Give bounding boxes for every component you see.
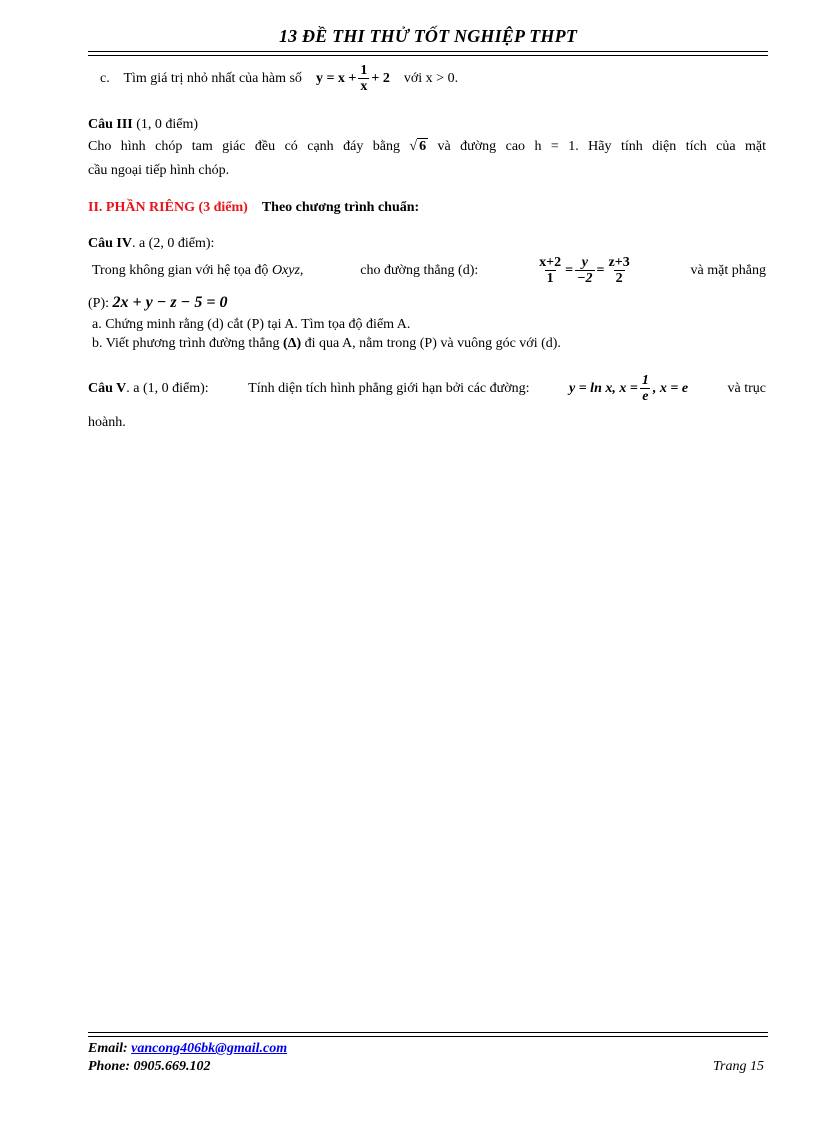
q5-formula	[569, 374, 688, 404]
q4-line1-a: Trong không gian với hệ tọa độ	[92, 263, 269, 278]
q3-line1-a: Cho hình chóp tam giác đều có cạnh đáy bằng	[88, 139, 400, 154]
q5-frac-den: e	[642, 389, 649, 404]
q4-item-b	[92, 336, 561, 352]
footer-rule-top	[88, 1032, 768, 1033]
q3-line1	[88, 139, 766, 155]
part2-title: II. PHẦN RIÊNG (3 điểm)	[88, 200, 248, 215]
footer-email-link[interactable]: vancong406bk@gmail.com	[131, 1041, 288, 1056]
q4-title: Câu IV	[88, 236, 132, 251]
header-title: 13 ĐỀ THI THỬ TỐT NGHIỆP THPT	[278, 26, 578, 46]
footer-page-number: Trang 15	[713, 1059, 764, 1074]
q4-f2-num: y	[581, 255, 588, 270]
q4-line1	[92, 256, 766, 286]
q5-points: . a (1, 0 điểm):	[126, 381, 209, 396]
q5-line1	[88, 374, 766, 404]
q2c-formula-tail: + 2	[371, 71, 390, 87]
q4-item-b-1: b. Viết phương trình đường thẳng	[92, 336, 280, 351]
q5-heading	[88, 381, 209, 397]
q2c-text: Tìm giá trị nhỏ nhất của hàm số	[123, 71, 302, 87]
q2c-frac-num: 1	[360, 63, 368, 78]
footer-email-line	[88, 1041, 287, 1057]
q2c-line	[100, 64, 458, 94]
q5-frac-num: 1	[641, 373, 649, 388]
q4-points: . a (2, 0 điểm):	[131, 236, 215, 251]
q4-plane-label: (P):	[88, 296, 109, 311]
q5-formula-b: , x = e	[652, 381, 689, 396]
q5-formula-a: y = ln x, x =	[568, 381, 638, 396]
q4-f2-den: −2	[577, 271, 593, 286]
q4-item-a: a. Chứng minh rằng (d) cắt (P) tại A. Tìm tọa độ điểm A.	[92, 317, 411, 332]
q4-f3-den: 2	[615, 271, 623, 286]
q2c-label: c.	[100, 71, 110, 87]
q4-delta: (Δ)	[283, 336, 302, 351]
q4-f3-num: z+3	[608, 255, 630, 270]
q5-title: Câu V	[88, 381, 127, 396]
q5-line2: hoành.	[88, 415, 126, 430]
q5-text: Tính diện tích hình phẳng giới hạn bởi các đường:	[248, 381, 530, 396]
q4-plane-eq: 2x + y − z − 5 = 0	[112, 294, 228, 311]
q4-frac-y	[575, 256, 594, 286]
q5-fraction	[640, 374, 651, 404]
q4-f1-den: 1	[546, 271, 554, 286]
q3-heading	[88, 117, 198, 133]
q4-f1-num: x+2	[539, 255, 562, 270]
footer-phone: Phone: 0905.669.102	[88, 1059, 211, 1074]
q3-points: (1, 0 điểm)	[136, 117, 199, 132]
q4-heading	[88, 236, 214, 252]
q5-text-tail: và trục	[727, 381, 766, 396]
q3-line2: cầu ngoại tiếp hình chóp.	[88, 163, 230, 178]
q3-title: Câu III	[88, 117, 133, 132]
q2c-formula-lhs: y = x +	[315, 71, 357, 87]
footer-rule-bottom	[88, 1036, 768, 1037]
header-rule-bottom	[88, 55, 768, 56]
q4-frac-z	[607, 256, 632, 286]
q4-plane	[88, 294, 227, 312]
q4-frac-x	[537, 256, 563, 286]
q2c-fraction	[358, 64, 369, 94]
q4-item-b-2: đi qua A, nằm trong (P) và vuông góc với (d).	[304, 336, 561, 351]
q3-line1-b: và đường cao h = 1. Hãy tính diện tích của mặt	[437, 139, 766, 154]
q4-line-equation: $\frac{x+2}{1}$ = $\frac{y}{-2}$ = $\frac{z+3}{2}$	[539, 255, 630, 286]
footer-email-label: Email:	[88, 1041, 128, 1056]
q2c-frac-den: x	[360, 79, 368, 94]
q4-line1-a-wrap	[92, 263, 303, 279]
q2c-condition: với x > 0.	[403, 71, 459, 87]
part2-heading	[88, 200, 419, 216]
q4-oxyz: Oxyz,	[271, 263, 304, 278]
q3-sqrt: √ 6	[409, 139, 427, 154]
q3-sqrt-val: 6	[419, 139, 427, 154]
part2-subtitle: Theo chương trình chuẩn:	[261, 200, 420, 215]
q4-line1-b: cho đường thẳng (d):	[360, 263, 479, 278]
q4-line1-c: và mặt phẳng	[690, 263, 766, 278]
header-rule-top	[88, 51, 768, 52]
